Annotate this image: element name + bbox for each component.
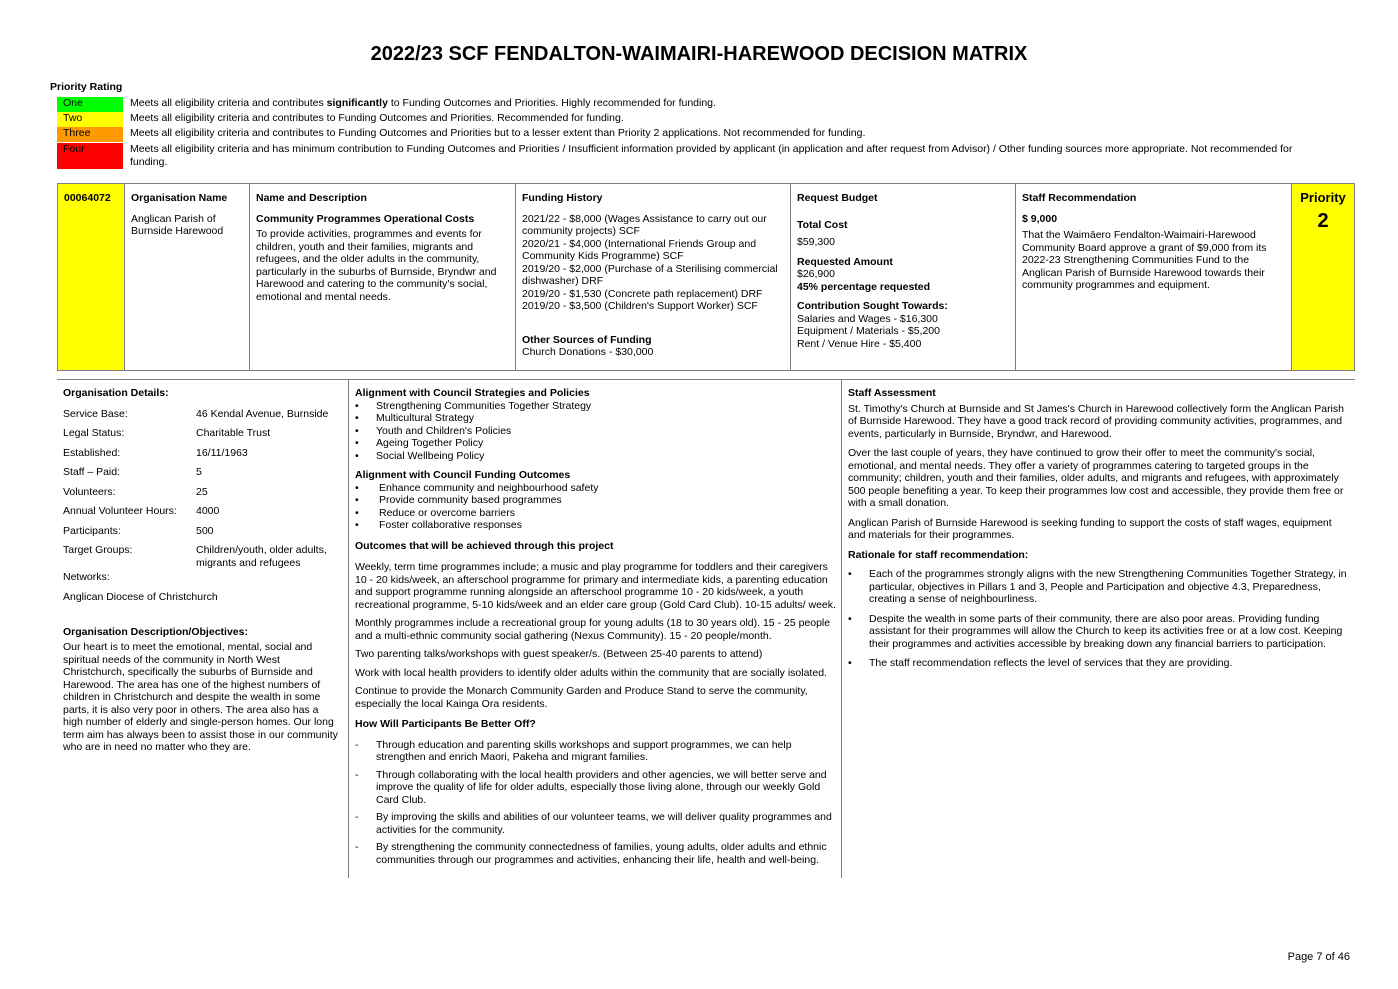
other-sources-header: Other Sources of Funding bbox=[522, 333, 652, 346]
list-item: • Ageing Together Policy bbox=[355, 437, 837, 450]
list-item: - Through collaborating with the local health providers and other agencies, we will better serve and improve the quality of life for older adults, especially those living alone, through our weekly Gold Card Club. bbox=[355, 769, 837, 807]
priority-legend bbox=[57, 97, 1317, 169]
list-item: • Foster collaborative responses bbox=[355, 519, 837, 532]
requested-label: Requested Amount bbox=[797, 255, 893, 268]
funding-item: 2019/20 - $3,500 (Children's Support Worker) SCF bbox=[522, 300, 758, 312]
legend-text: Meets all eligibility criteria and contributes to Funding Outcomes and Priorities. Recommended for funding. bbox=[130, 112, 624, 124]
org-field: Staff – Paid: 5 bbox=[63, 466, 202, 478]
funding-item: 2019/20 - $2,000 (Purchase of a Sterilising commercial dishwasher) DRF bbox=[522, 262, 778, 287]
column-divider bbox=[841, 380, 842, 878]
legend-row-four bbox=[57, 143, 1317, 169]
staff-rec-amount: $ 9,000 bbox=[1022, 212, 1058, 225]
request-budget-cell bbox=[791, 184, 1016, 370]
org-details-section bbox=[63, 387, 343, 754]
org-field: Target Groups: Children/youth, older adults, migrants and refugees bbox=[63, 544, 327, 569]
assessment-para: St. Timothy's Church at Burnside and St James's Church in Harewood collectively form the Anglican Parish of Burnside Harewood. They have a good track record of providing community activities, programmes, and events, particularly in Burnside, Bryndwr, and Harewood. bbox=[848, 402, 1344, 440]
legend-swatch: Four bbox=[57, 143, 123, 169]
decision-matrix-row bbox=[57, 183, 1355, 371]
project-description: To provide activities, programmes and events for children, youth and their families, migrants and refugees, and the older adults in the community, particularly in the suburbs of Burnside, Bryndwr and Harewood and catering to the community's social, emotional and mental needs. bbox=[256, 228, 497, 303]
legend-swatch: One bbox=[57, 97, 123, 112]
staff-rec-header: Staff Recommendation bbox=[1022, 192, 1137, 204]
staff-assessment-section bbox=[848, 387, 1350, 670]
description-cell bbox=[250, 184, 516, 370]
org-description-header: Organisation Description/Objectives: bbox=[63, 625, 248, 638]
staff-recommendation-cell bbox=[1016, 184, 1292, 370]
project-name: Community Programmes Operational Costs bbox=[256, 212, 475, 225]
list-item: • Strengthening Communities Together Strategy bbox=[355, 400, 837, 413]
org-name: Anglican Parish of Burnside Harewood bbox=[131, 212, 224, 237]
funding-item: 2019/20 - $1,530 (Concrete path replacement) DRF bbox=[522, 287, 763, 300]
rationale-header: Rationale for staff recommendation: bbox=[848, 548, 1029, 561]
org-field: Annual Volunteer Hours: 4000 bbox=[63, 505, 220, 517]
achieved-para: Monthly programmes include a recreational group for young adults (18 to 30 years old). 15 - 25 people and a multi-ethnic community social gathering (Nexus Community). 15 - 20 people/month. bbox=[355, 617, 831, 642]
total-cost-label: Total Cost bbox=[797, 218, 848, 231]
legend-text: Meets all eligibility criteria and has minimum contribution to Funding Outcomes and Priorities / Insufficient information provided by applicant (in application and after request from Advisor) / Other funding sources more appropriate. Not recommended for funding. bbox=[130, 143, 1293, 168]
other-sources: Church Donations - $30,000 bbox=[522, 346, 654, 358]
sought-item: Salaries and Wages - $16,300 bbox=[797, 312, 938, 325]
sought-label: Contribution Sought Towards: bbox=[797, 300, 948, 312]
rationale-list bbox=[848, 568, 1350, 670]
list-item: - By improving the skills and abilities of our volunteer teams, we will deliver quality programmes and activities for the community. bbox=[355, 811, 837, 836]
list-item: • Social Wellbeing Policy bbox=[355, 450, 837, 463]
staff-rec-text: That the Waimāero Fendalton-Waimairi-Harewood Community Board approve a grant of $9,000 from its 2022-23 Strengthening Communities Fund to the Anglican Parish of Burnside Harewood towards their community programmes and equipment. bbox=[1022, 229, 1267, 291]
funding-header: Funding History bbox=[522, 192, 603, 204]
achieved-para: Two parenting talks/workshops with guest speaker/s. (Between 25-40 parents to attend) bbox=[355, 648, 763, 660]
legend-swatch: Three bbox=[57, 127, 123, 142]
list-item: - Through education and parenting skills workshops and support programmes, we can help strengthen and enrich Maori, Pakeha and migrant families. bbox=[355, 739, 837, 764]
list-item: • Reduce or overcome barriers bbox=[355, 507, 837, 520]
priority-header: Priority bbox=[1300, 190, 1346, 205]
funding-history-cell bbox=[516, 184, 791, 370]
org-field: Volunteers: 25 bbox=[63, 485, 208, 498]
assessment-para: Over the last couple of years, they have continued to grow their offer to meet the community's social, emotional, and mental needs. They offer a variety of programmes catering to targeted groups in the community; children, youth and their families, older adults, and migrants and refugees, with approximately 500 people benefiting a year. To keep their programmes low cost and accessible, they provide them free or with a small donation. bbox=[848, 447, 1344, 509]
page-number: Page 7 of 46 bbox=[1287, 951, 1350, 963]
list-item: • Multicultural Strategy bbox=[355, 412, 837, 425]
legend-swatch: Two bbox=[57, 112, 123, 127]
networks: Anglican Diocese of Christchurch bbox=[63, 590, 218, 603]
achieved-header: Outcomes that will be achieved through this project bbox=[355, 539, 614, 552]
total-cost: $59,300 bbox=[797, 236, 835, 248]
legend-text: Meets all eligibility criteria and contributes to Funding Outcomes and Priorities but to a lesser extent than Priority 2 applications. Not recommended for funding. bbox=[130, 127, 866, 139]
achieved-para: Continue to provide the Monarch Community Garden and Produce Stand to serve the community, especially the local Kainga Ora residents. bbox=[355, 685, 808, 710]
better-off-header: How Will Participants Be Better Off? bbox=[355, 718, 536, 730]
list-item: • Enhance community and neighbourhood safety bbox=[355, 482, 837, 495]
list-item: - By strengthening the community connectedness of families, young adults, older adults and ethnic communities through our programmes and activities, enhancing their life, health and well-being. bbox=[355, 841, 837, 866]
section-divider bbox=[57, 379, 1355, 380]
achieved-para: Work with local health providers to identify older adults within the community that are socially isolated. bbox=[355, 666, 827, 679]
organisation-cell bbox=[125, 184, 250, 370]
list-item: • Each of the programmes strongly aligns with the new Strengthening Communities Together Strategy, in particular, objectives in Pillars 1 and 3, People and Participation and objective 4.3, Preparedness, creating a sense of neighbourliness. bbox=[848, 568, 1350, 606]
achieved-para: Weekly, term time programmes include; a music and play programme for toddlers and their caregivers 10 - 20 kids/week, an afterschool programme for primary and intermediate kids, a parenting education and support programme running alongside an afterschool programme 10 - 20 kids/week, a youth recreational programme, 5-10 kids/week and an elder care group (Gold Card Club). 10-15 adults/ week. bbox=[355, 561, 836, 611]
networks-label: Networks: bbox=[63, 571, 110, 583]
org-field: Service Base: 46 Kendal Avenue, Burnside bbox=[63, 407, 329, 420]
priority-value: 2 bbox=[1317, 209, 1329, 232]
budget-header: Request Budget bbox=[797, 192, 878, 204]
list-item: • Despite the wealth in some parts of their community, there are also poor areas. Providing funding assistant for their programmes will allow the Church to keep its activities free or at a low cost. Keeping their programmes and activities accessible by breaking down any financial barriers to participation. bbox=[848, 613, 1350, 651]
list-item: • Provide community based programmes bbox=[355, 494, 837, 507]
funding-item: 2021/22 - $8,000 (Wages Assistance to carry out our community projects) SCF bbox=[522, 212, 767, 237]
list-item: • The staff recommendation reflects the level of services that they are providing. bbox=[848, 657, 1350, 670]
strategies-list bbox=[355, 400, 837, 463]
org-details-header: Organisation Details: bbox=[63, 387, 169, 399]
outcomes-header: Alignment with Council Funding Outcomes bbox=[355, 469, 571, 481]
priority-cell bbox=[1292, 184, 1354, 370]
funding-item: 2020/21 - $4,000 (International Friends Group and Community Kids Programme) SCF bbox=[522, 237, 757, 262]
percentage-requested: 45% percentage requested bbox=[797, 280, 931, 293]
alignment-section bbox=[355, 387, 837, 866]
requested-amount: $26,900 bbox=[797, 268, 835, 280]
list-item: • Youth and Children's Policies bbox=[355, 425, 837, 438]
page-title: 2022/23 SCF FENDALTON-WAIMAIRI-HAREWOOD DECISION MATRIX bbox=[370, 43, 1028, 65]
legend-text: Meets all eligibility criteria and contributes significantly to Funding Outcomes and Priorities. Highly recommended for funding. bbox=[130, 97, 716, 109]
better-off-list bbox=[355, 739, 837, 867]
org-field: Participants: 500 bbox=[63, 524, 214, 537]
legend-row-three bbox=[57, 127, 1317, 142]
legend-row-two bbox=[57, 112, 1317, 127]
priority-rating-label: Priority Rating bbox=[50, 81, 123, 93]
assessment-para: Anglican Parish of Burnside Harewood is seeking funding to support the costs of staff wages, equipment and materials for their programmes. bbox=[848, 516, 1332, 541]
org-field: Legal Status: Charitable Trust bbox=[63, 427, 271, 439]
application-id-cell bbox=[58, 184, 125, 370]
application-id: 00064072 bbox=[64, 192, 111, 204]
org-header: Organisation Name bbox=[131, 192, 228, 204]
name-header: Name and Description bbox=[256, 192, 367, 204]
sought-item: Rent / Venue Hire - $5,400 bbox=[797, 337, 922, 350]
org-description: Our heart is to meet the emotional, mental, social and spiritual needs of the community in North West Christchurch, specifically the suburbs of Burnside and Harewood. The area has one of the highest numbers of children in Christchurch and despite the wealth in some parts, it is also very poor in others. The area also has a high number of elderly and single-person homes. Our long term aim has always been to assist those in our community who are in need no matter who they are. bbox=[63, 641, 338, 753]
strategies-header: Alignment with Council Strategies and Policies bbox=[355, 387, 590, 399]
column-divider bbox=[348, 380, 349, 878]
sought-item: Equipment / Materials - $5,200 bbox=[797, 325, 940, 337]
org-field: Established: 16/11/1963 bbox=[63, 446, 248, 459]
staff-assessment-header: Staff Assessment bbox=[848, 387, 936, 399]
outcomes-list bbox=[355, 482, 837, 532]
funding-history-list bbox=[522, 213, 784, 313]
legend-row-one bbox=[57, 97, 1317, 112]
